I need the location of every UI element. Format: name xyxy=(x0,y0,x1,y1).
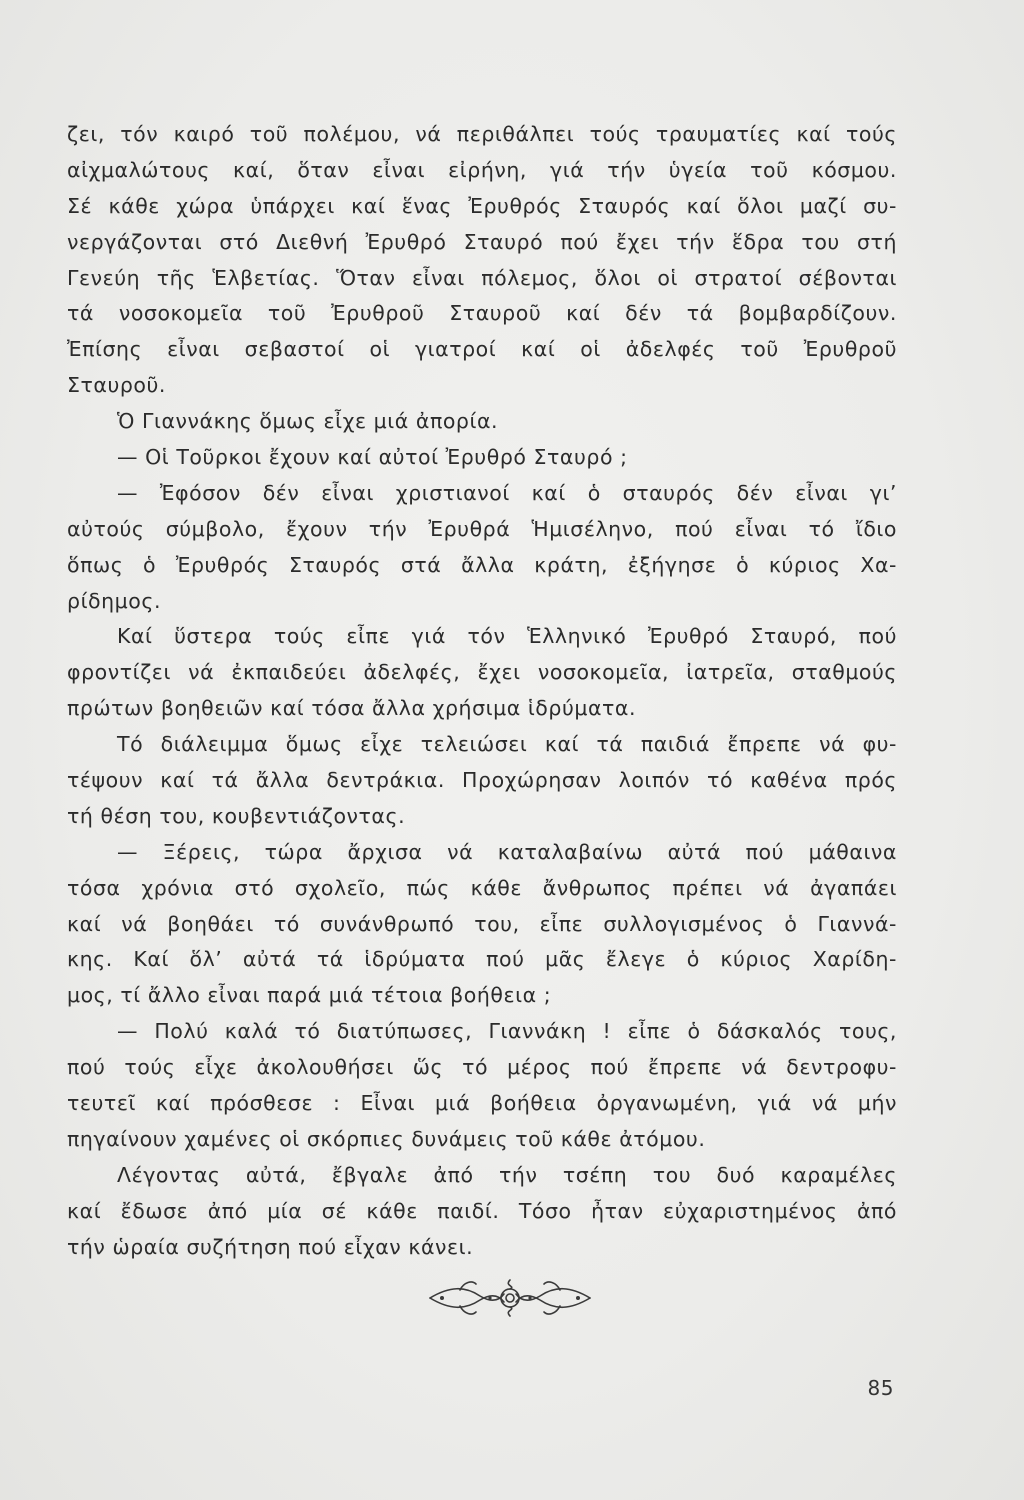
text-line: πού τούς εἶχε ἀκολουθήσει ὥς τό μέρος πού ἔπρεπε νά δεντροφυ- xyxy=(67,1055,897,1080)
text-line: τέψουν καί τά ἄλλα δεντράκια. Προχώρησαν λοιπόν τό καθένα πρός xyxy=(67,768,897,793)
text-line: φροντίζει νά ἐκπαιδεύει ἀδελφές, ἔχει νοσοκομεῖα, ἰατρεῖα, σταθμούς xyxy=(67,660,897,685)
text-line: ὅπως ὁ Ἐρυθρός Σταυρός στά ἄλλα κράτη, ἐξήγησε ὁ κύριος Χα- xyxy=(67,552,897,577)
text-line: Σταυροῦ. xyxy=(67,373,167,398)
text-line: πρώτων βοηθειῶν καί τόσα ἄλλα χρήσιμα ἱδρύματα. xyxy=(67,696,637,721)
text-line: καί νά βοηθάει τό συνάνθρωπό του, εἶπε συλλογισμένος ὁ Γιαννά- xyxy=(67,911,897,936)
text-line: — Οἱ Τοῦρκοι ἔχουν καί αὐτοί Ἐρυθρό Σταυρό ; xyxy=(117,445,628,470)
text-line: τήν ὡραία συζήτηση πού εἶχαν κάνει. xyxy=(67,1234,474,1259)
text-line: τευτεῖ καί πρόσθεσε : Εἶναι μιά βοήθεια ὀργανωμένη, γιά νά μήν xyxy=(67,1091,897,1116)
text-line: μος, τί ἄλλο εἶναι παρά μιά τέτοια βοήθεια ; xyxy=(67,983,552,1008)
text-line: πηγαίνουν χαμένες οἱ σκόρπιες δυνάμεις τοῦ κάθε ἀτόμου. xyxy=(67,1126,706,1151)
text-line: αἰχμαλώτους καί, ὅταν εἶναι εἰρήνη, γιά τήν ὑγεία τοῦ κόσμου. xyxy=(67,157,897,182)
text-line: Ὁ Γιαννάκης ὅμως εἶχε μιά ἀπορία. xyxy=(117,409,499,434)
text-line: Ἐπίσης εἶναι σεβαστοί οἱ γιατροί καί οἱ ἀδελφές τοῦ Ἐρυθροῦ xyxy=(67,337,897,362)
text-line: Τό διάλειμμα ὅμως εἶχε τελειώσει καί τά παιδιά ἔπρεπε νά φυ- xyxy=(117,732,897,757)
text-line: νεργάζονται στό Διεθνή Ἐρυθρό Σταυρό πού ἔχει τήν ἕδρα του στή xyxy=(67,229,897,254)
text-line: τή θέση του, κουβεντιάζοντας. xyxy=(67,803,406,828)
text-line: κης. Καί ὅλ’ αὐτά τά ἱδρύματα πού μᾶς ἔλεγε ὁ κύριος Χαρίδη- xyxy=(67,947,897,972)
text-line: τά νοσοκομεῖα τοῦ Ἐρυθροῦ Σταυροῦ καί δέν τά βομβαρδίζουν. xyxy=(67,301,897,326)
text-line: — Ἐφόσον δέν εἶναι χριστιανοί καί ὁ σταυρός δέν εἶναι γι’ xyxy=(117,480,897,505)
text-line: Καί ὕστερα τούς εἶπε γιά τόν Ἑλληνικό Ἐρυθρό Σταυρό, πού xyxy=(117,624,897,649)
text-line: Λέγοντας αὐτά, ἔβγαλε ἀπό τήν τσέπη του δυό καραμέλες xyxy=(117,1162,897,1187)
text-line: — Πολύ καλά τό διατύπωσες, Γιαννάκη ! εἶπε ὁ δάσκαλός τους, xyxy=(117,1019,897,1044)
text-line: — Ξέρεις, τώρα ἄρχισα νά καταλαβαίνω αὐτά πού μάθαινα xyxy=(117,839,897,864)
text-line: Γενεύη τῆς Ἑλβετίας. Ὅταν εἶναι πόλεμος, ὅλοι οἱ στρατοί σέβονται xyxy=(67,265,897,290)
text-line: αὐτούς σύμβολο, ἔχουν τήν Ἐρυθρά Ἡμισέληνο, πού εἶναι τό ἴδιο xyxy=(67,516,897,541)
page-number: 85 xyxy=(867,1376,894,1400)
text-line: τόσα χρόνια στό σχολεῖο, πώς κάθε ἄνθρωπος πρέπει νά ἀγαπάει xyxy=(67,875,897,900)
decorative-ornament-icon xyxy=(420,1268,600,1328)
text-line: ζει, τόν καιρό τοῦ πολέμου, νά περιθάλπει τούς τραυματίες καί τούς xyxy=(67,122,897,146)
text-line: καί ἔδωσε ἀπό μία σέ κάθε παιδί. Τόσο ἦταν εὐχαριστημένος ἀπό xyxy=(67,1198,897,1223)
text-line: ρίδημος. xyxy=(67,588,162,613)
text-line: Σέ κάθε χώρα ὑπάρχει καί ἕνας Ἐρυθρός Σταυρός καί ὅλοι μαζί συ- xyxy=(67,193,897,218)
body-text xyxy=(67,117,897,1266)
